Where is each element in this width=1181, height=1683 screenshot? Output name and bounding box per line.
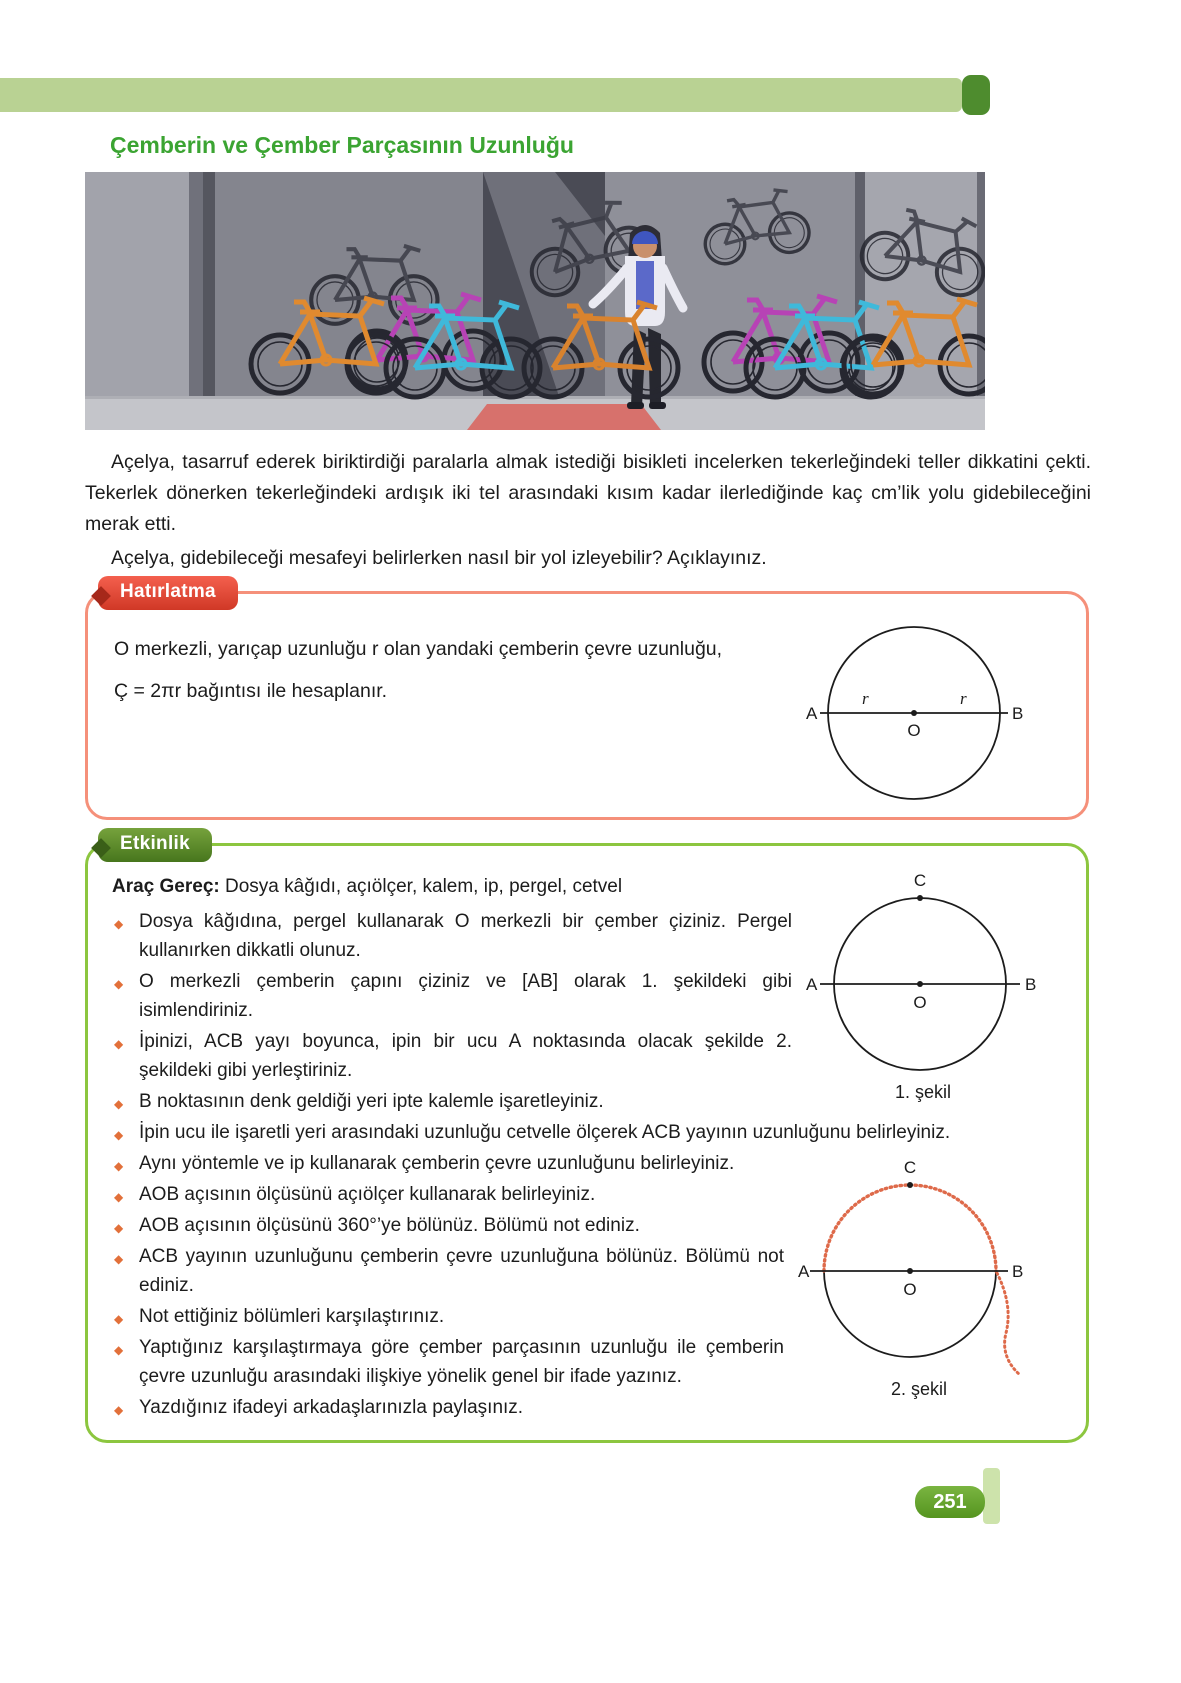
list-item <box>112 1302 1064 1331</box>
figure-2-caption: 2. şekil <box>890 1379 948 1399</box>
list-item <box>112 1393 1064 1422</box>
hatirlatma-box <box>85 581 1089 820</box>
hatirlatma-label: Hatırlatma <box>98 576 238 610</box>
bullet-diamond-icon <box>114 1212 123 1243</box>
bullet-diamond-icon <box>114 1150 123 1181</box>
top-bar-end-cap <box>962 75 990 115</box>
list-item <box>112 1027 1064 1085</box>
bike-shop-illustration <box>85 172 985 430</box>
page-title: Çemberin ve Çember Parçasının Uzunluğu <box>110 132 574 158</box>
fig1-point-c-label: C <box>913 871 927 890</box>
bullet-diamond-icon <box>114 1334 123 1365</box>
tools-text: Dosya kâğıdı, açıölçer, kalem, ip, pergel, cetvel <box>225 876 623 897</box>
bullet-diamond-icon <box>114 968 123 999</box>
step-text: İpin ucu ile işaretli yeri arasındaki uzunluğu cetvelle ölçerek ACB yayının uzunluğunu belirleyiniz. <box>139 1122 951 1143</box>
circle-radius-diagram <box>806 620 1028 806</box>
bullet-diamond-icon <box>114 908 123 939</box>
bike-shop-illustration-svg <box>85 172 985 430</box>
bullet-diamond-icon <box>114 1181 123 1212</box>
page-number-badge: 251 <box>915 1486 985 1518</box>
page-number-tab <box>983 1468 1000 1524</box>
step-text: Yaptığınız karşılaştırmaya göre çember parçasının uzunluğu ile çemberin çevre uzunluğu arasındaki ilişkiye yönelik genel bir ifade yazınız. <box>139 1337 784 1387</box>
bullet-diamond-icon <box>114 1028 123 1059</box>
fig2-point-c-label: C <box>903 1158 917 1177</box>
list-item <box>112 1333 1064 1391</box>
list-item <box>112 967 1064 1025</box>
list-item <box>112 907 1064 965</box>
radius-left-label: r <box>862 689 869 708</box>
hatirlatma-text-line1: O merkezli, yarıçap uzunluğu r olan yandaki çemberin çevre uzunluğu, <box>114 638 723 660</box>
etkinlik-box <box>85 833 1089 1443</box>
fig2-point-a-label: A <box>798 1262 810 1281</box>
figure-1-caption: 1. şekil <box>894 1082 952 1102</box>
fig2-point-b-label: B <box>1012 1262 1024 1281</box>
tools-label: Araç Gereç: <box>112 876 220 897</box>
list-item <box>112 1149 1064 1178</box>
list-item <box>112 1118 1064 1147</box>
bullet-diamond-icon <box>114 1303 123 1334</box>
activity-steps-1 <box>112 907 1064 1147</box>
step-text: B noktasının denk geldiği yeri ipte kalemle işaretleyiniz. <box>139 1091 604 1112</box>
step-text: Aynı yöntemle ve ip kullanarak çemberin çevre uzunluğunu belirleyiniz. <box>139 1153 735 1174</box>
fig1-center-o-label: O <box>913 993 927 1012</box>
list-item <box>112 1087 1064 1116</box>
question-paragraph: Açelya, gidebileceği mesafeyi belirlerken nasıl bir yol izleyebilir? Açıklayınız. <box>111 547 767 569</box>
list-item <box>112 1242 1064 1300</box>
point-a-label: A <box>806 704 818 723</box>
top-decorative-bar <box>0 78 962 112</box>
fig1-point-b-label: B <box>1025 975 1037 994</box>
step-text: İpinizi, ACB yayı boyunca, ipin bir ucu A noktasında olacak şekilde 2. şekildeki gibi yerleştiriniz. <box>139 1031 792 1081</box>
step-text: Dosya kâğıdına, pergel kullanarak O merkezli bir çember çiziniz. Pergel kullanırken dikkatli olunuz. <box>139 911 792 961</box>
bullet-diamond-icon <box>114 1394 123 1425</box>
etkinlik-label: Etkinlik <box>98 828 212 862</box>
bullet-diamond-icon <box>114 1088 123 1119</box>
point-b-label: B <box>1012 704 1024 723</box>
intro-paragraph: Açelya, tasarruf ederek biriktirdiği paralarla almak istediği bisikleti incelerken tekerleğindeki teller dikkatini çekti. Tekerlek dönerken tekerleğindeki ardışık iki tel arasındaki kısım kadar ilerlediğinde kaç cm’lik yolu gidebileceğini merak etti. <box>85 451 1091 535</box>
step-text: Yazdığınız ifadeyi arkadaşlarınızla paylaşınız. <box>139 1397 524 1418</box>
step-text: O merkezli çemberin çapını çiziniz ve [AB] olarak 1. şekildeki gibi isimlendiriniz. <box>139 971 792 1021</box>
step-text: AOB açısının ölçüsünü açıölçer kullanarak belirleyiniz. <box>139 1184 596 1205</box>
list-item <box>112 1211 1064 1240</box>
step-text: AOB açısının ölçüsünü 360°’ye bölünüz. Bölümü not ediniz. <box>139 1215 640 1236</box>
bullet-diamond-icon <box>114 1243 123 1274</box>
center-o-label: O <box>907 721 921 740</box>
fig2-center-o-label: O <box>903 1280 917 1299</box>
activity-steps-2 <box>112 1149 1064 1422</box>
step-text: ACB yayının uzunluğunu çemberin çevre uzunluğuna bölünüz. Bölümü not ediniz. <box>139 1246 784 1296</box>
step-text: Not ettiğiniz bölümleri karşılaştırınız. <box>139 1306 445 1327</box>
fig1-point-a-label: A <box>806 975 818 994</box>
bullet-diamond-icon <box>114 1119 123 1150</box>
radius-right-label: r <box>960 689 967 708</box>
floor <box>85 396 985 430</box>
list-item <box>112 1180 1064 1209</box>
hatirlatma-text-line2: Ç = 2πr bağıntısı ile hesaplanır. <box>114 680 388 702</box>
